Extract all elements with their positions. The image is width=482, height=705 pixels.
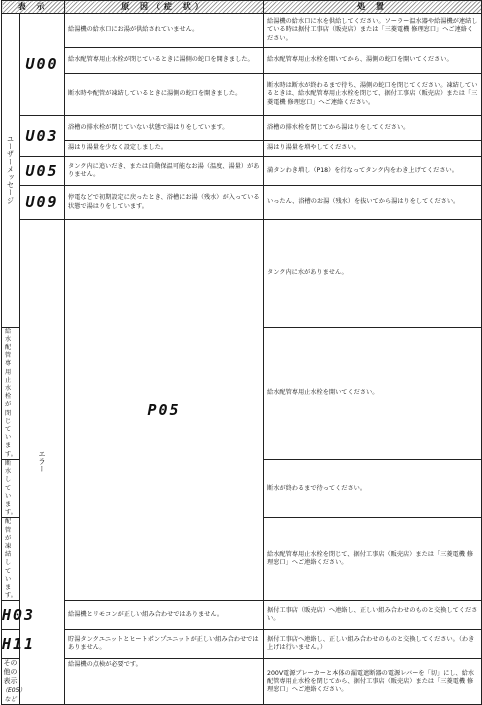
other-label-line2: 表示: [3, 677, 18, 686]
measure-cell: 断水時は断水が終わるまで待ち、湯側の蛇口を閉じてください。凍結しているときは、給水配管専用止水栓を閉じて、据付工事店（販売店）または「三菱電機 修理窓口」へご連絡ください。: [264, 74, 482, 116]
cause-cell: タンク内に追いだき、または自動保温可能なお湯（温度、湯量）がありません。: [65, 157, 264, 186]
measure-cell: 給湯機の給水口に水を供給してください。ソーラー温水器や給湯機が連結している時は据付工事店（販売店）または「三菱電機 修理窓口」へご連絡ください。: [264, 14, 482, 48]
code-h11: H11: [2, 630, 20, 659]
cause-cell: 浴槽の排水栓が閉じていない状態で湯はりをしています。: [65, 116, 264, 141]
other-label-line1: その他の: [3, 659, 18, 677]
cause-cell: 配管が凍結しています。: [2, 518, 20, 601]
cause-cell: 断水しています。: [2, 459, 20, 517]
cause-cell: 給湯機の点検が必要です。: [65, 659, 264, 705]
header-measure: 処 置: [264, 1, 482, 14]
code-other: [2, 659, 26, 705]
cause-cell: 給湯機とリモコンが正しい組み合わせではありません。: [65, 601, 264, 630]
cause-cell: 停電などで初期設定に戻ったとき、浴槽にお湯（残水）が入っている状態で湯はりをしています。: [65, 186, 264, 220]
measure-cell: 給水配管専用止水栓を閉じて、据付工事店（販売店）または「三菱電機 修理窓口」へご連絡ください。: [264, 518, 482, 601]
cause-cell: 給湯機の給水口にお湯が供給されていません。: [65, 14, 264, 48]
cause-cell: タンク内に水がありません。: [264, 220, 482, 328]
other-label-line3: （E05）など: [2, 687, 26, 704]
measure-cell: 断水が終わるまで待ってください。: [264, 459, 482, 517]
code-h03: H03: [2, 601, 20, 630]
code-u09: U09: [20, 186, 65, 220]
measure-cell: 満タンわき増し（P18）を行なってタンク内をわき上げてください。: [264, 157, 482, 186]
cause-cell: 湯はり湯量を少なく設定しました。: [65, 141, 264, 157]
message-table: [1, 0, 482, 705]
header-cause: 原 因（症 状）: [65, 1, 264, 14]
measure-cell: いったん、浴槽のお湯（残水）を抜いてから湯はりをしてください。: [264, 186, 482, 220]
cause-cell: 給水配管専用止水栓が閉じているときに湯側の蛇口を開きました。: [65, 48, 264, 74]
cause-cell: 断水時や配管が凍結しているときに湯側の蛇口を開きました。: [65, 74, 264, 116]
header-display: 表 示: [2, 1, 65, 14]
measure-cell: 給水配管専用止水栓を開いてください。: [264, 327, 482, 459]
cause-cell: 貯湯タンクユニットとヒートポンプユニットが正しい組み合わせではありません。: [65, 630, 264, 659]
category-user-message: ユーザーメッセージ: [2, 14, 20, 328]
code-u05: U05: [20, 157, 65, 186]
measure-cell: 据付工事店へ連絡し、正しい組み合わせのものと交換してください。（わき上げは行いません。）: [264, 630, 482, 659]
measure-cell: 浴槽の排水栓を閉じてから湯はりをしてください。: [264, 116, 482, 141]
code-u03: U03: [20, 116, 65, 157]
measure-cell: 200V電源ブレーカーと本体の漏電遮断器の電源レバーを「切」にし、給水配管専用止水栓を閉じてから、据付工事店（販売店）または「三菱電機 修理窓口」へご連絡ください。: [264, 659, 482, 705]
measure-cell: 給水配管専用止水栓を開いてから、湯側の蛇口を開いてください。: [264, 48, 482, 74]
code-u00: U00: [20, 14, 65, 116]
cause-cell: 給水配管専用止水栓が閉じています。: [2, 327, 20, 459]
category-error: エラー: [20, 220, 65, 705]
measure-cell: 湯はり湯量を増やしてください。: [264, 141, 482, 157]
code-p05: P05: [65, 220, 264, 601]
measure-cell: 据付工事店（販売店）へ連絡し、正しい組み合わせのものと交換してください。: [264, 601, 482, 630]
